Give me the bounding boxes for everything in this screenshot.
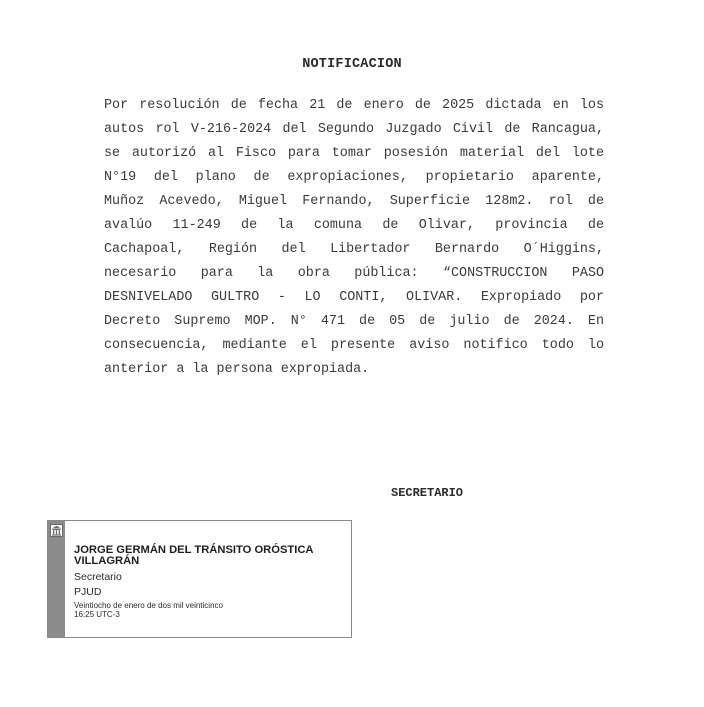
signatory-heading: SECRETARIO <box>391 486 464 500</box>
body-line: DESNIVELADO GULTRO - LO CONTI, OLIVAR. Expropiado por <box>104 290 604 305</box>
signature-stripe <box>48 521 65 637</box>
body-line: Cachapoal, Región del Libertador Bernardo O´Higgins, <box>104 242 604 257</box>
signer-name: JORGE GERMÁN DEL TRÁNSITO ORÓSTICA VILLAGRÁN <box>74 544 314 567</box>
electronic-signature-box <box>47 520 352 638</box>
signer-organization: PJUD <box>74 586 102 598</box>
body-line: Por resolución de fecha 21 de enero de 2025 dictada en los <box>104 98 604 113</box>
body-line: se autorizó al Fisco para tomar posesión material del lote <box>104 146 604 161</box>
body-line: Muñoz Acevedo, Miguel Fernando, Superficie 128m2. rol de <box>104 194 604 209</box>
signature-time: 16:25 UTC-3 <box>74 610 120 619</box>
body-line: necesario para la obra pública: “CONSTRUCCION PASO <box>104 266 604 281</box>
courthouse-icon <box>50 524 63 537</box>
document-title: NOTIFICACION <box>302 57 402 72</box>
body-line: N°19 del plano de expropiaciones, propietario aparente, <box>104 170 604 185</box>
body-line: anterior a la persona expropiada. <box>104 362 370 377</box>
body-line: Decreto Supremo MOP. N° 471 de 05 de julio de 2024. En <box>104 314 604 329</box>
body-line: autos rol V-216-2024 del Segundo Juzgado Civil de Rancagua, <box>104 122 604 137</box>
signer-role: Secretario <box>74 571 122 583</box>
body-line: avalúo 11-249 de la comuna de Olivar, provincia de <box>104 218 604 233</box>
notification-body <box>104 94 604 382</box>
body-line: consecuencia, mediante el presente aviso notifico todo lo <box>104 338 604 353</box>
signature-date: Veintiocho de enero de dos mil veinticinco <box>74 601 223 610</box>
